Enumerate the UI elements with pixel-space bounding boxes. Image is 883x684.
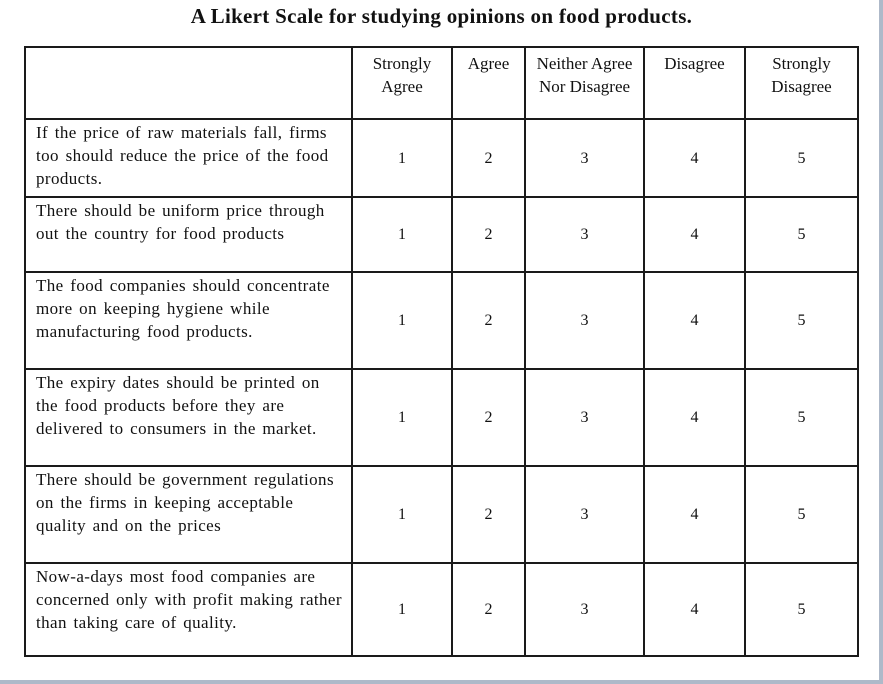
statement-cell: If the price of raw materials fall, firms too should reduce the price of the food products. (25, 119, 352, 197)
document-title: A Likert Scale for studying opinions on food products. (190, 4, 693, 28)
value-cell: 1 (352, 197, 452, 272)
value-cell: 4 (644, 197, 745, 272)
statement-cell: The expiry dates should be printed on the food products before they are delivered to consumers in the market. (25, 369, 352, 466)
value-cell: 2 (452, 563, 525, 656)
value-cell: 2 (452, 272, 525, 369)
table-row (25, 466, 858, 563)
value-cell: 3 (525, 197, 644, 272)
value-cell: 1 (352, 272, 452, 369)
value-cell: 5 (745, 369, 858, 466)
value-cell: 2 (452, 197, 525, 272)
value-cell: 1 (352, 369, 452, 466)
header-neither: Neither Agree Nor Disagree (525, 47, 644, 119)
value-cell: 4 (644, 119, 745, 197)
header-disagree: Disagree (644, 47, 745, 119)
table-row (25, 369, 858, 466)
table-row (25, 272, 858, 369)
value-cell: 4 (644, 272, 745, 369)
header-row (25, 47, 858, 119)
table-row (25, 563, 858, 656)
header-agree: Agree (452, 47, 525, 119)
table-row (25, 197, 858, 272)
value-cell: 1 (352, 119, 452, 197)
statement-cell: There should be government regulations on the firms in keeping acceptable quality and on the prices (25, 466, 352, 563)
likert-table (24, 46, 859, 657)
value-cell: 3 (525, 466, 644, 563)
value-cell: 5 (745, 563, 858, 656)
header-statement (25, 47, 352, 119)
value-cell: 2 (452, 369, 525, 466)
value-cell: 5 (745, 119, 858, 197)
value-cell: 3 (525, 369, 644, 466)
value-cell: 2 (452, 119, 525, 197)
value-cell: 4 (644, 466, 745, 563)
value-cell: 3 (525, 119, 644, 197)
value-cell: 3 (525, 563, 644, 656)
header-strongly-agree: Strongly Agree (352, 47, 452, 119)
header-strongly-disagree: Strongly Disagree (745, 47, 858, 119)
value-cell: 5 (745, 272, 858, 369)
statement-cell: Now-a-days most food companies are concerned only with profit making rather than taking care of quality. (25, 563, 352, 656)
value-cell: 5 (745, 197, 858, 272)
value-cell: 4 (644, 563, 745, 656)
value-cell: 3 (525, 272, 644, 369)
value-cell: 1 (352, 466, 452, 563)
statement-cell: There should be uniform price through out the country for food products (25, 197, 352, 272)
value-cell: 4 (644, 369, 745, 466)
table-row (25, 119, 858, 197)
value-cell: 2 (452, 466, 525, 563)
statement-cell: The food companies should concentrate more on keeping hygiene while manufacturing food products. (25, 272, 352, 369)
value-cell: 1 (352, 563, 452, 656)
value-cell: 5 (745, 466, 858, 563)
